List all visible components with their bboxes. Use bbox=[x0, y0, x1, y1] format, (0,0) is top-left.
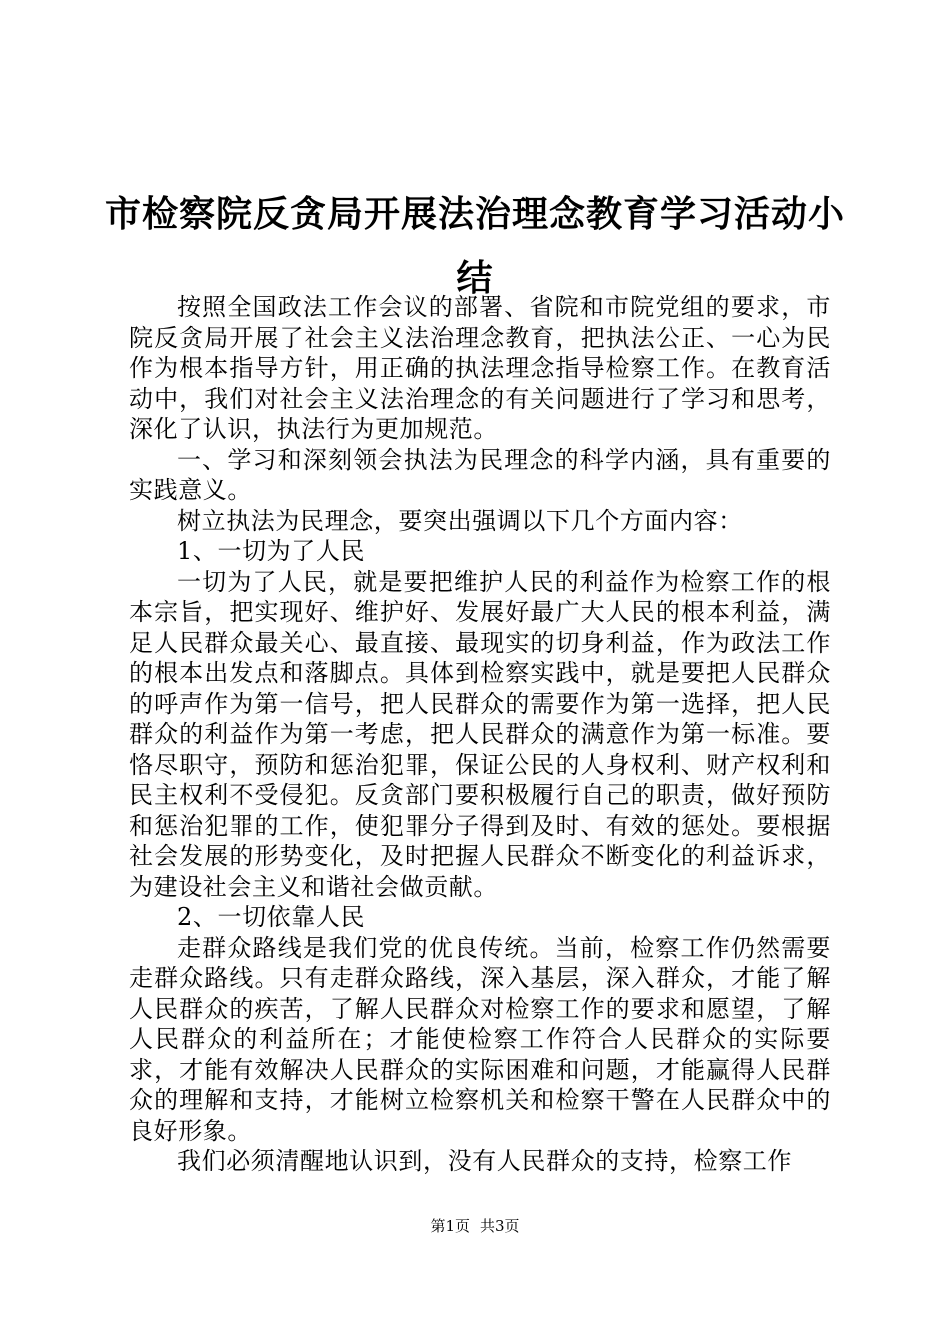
page-total: 共3页 bbox=[480, 1217, 520, 1235]
section-heading-1: 一、学习和深刻领会执法为民理念的科学内涵，具有重要的实践意义。 bbox=[129, 445, 831, 504]
paragraph-lead: 树立执法为民理念，要突出强调以下几个方面内容： bbox=[177, 506, 743, 535]
document-body bbox=[129, 292, 831, 1177]
page-footer bbox=[0, 1215, 950, 1237]
paragraph-intro: 按照全国政法工作会议的部署、省院和市院党组的要求，市院反贪局开展了社会主义法治理念教育，把执法公正、一心为民作为根本指导方针，用正确的执法理念指导检察工作。在教育活动中，我们对社会主义法治理念的有关问题进行了学习和思考，深化了认识，执法行为更加规范。 bbox=[129, 293, 831, 443]
subheading-1: 1、一切为了人民 bbox=[177, 537, 366, 565]
paragraph-for-people: 一切为了人民，就是要把维护人民的利益作为检察工作的根本宗旨，把实现好、维护好、发展好最广大人民的根本利益，满足人民群众最关心、最直接、最现实的切身利益，作为政法工作的根本出发点和落脚点。具体到检察实践中，就是要把人民群众的呼声作为第一信号，把人民群众的需要作为第一选择，把人民群众的利益作为第一考虑，把人民群众的满意作为第一标准。要恪尽职守，预防和惩治犯罪，保证公民的人身权利、财产权利和民主权利不受侵犯。反贪部门要积极履行自己的职责，做好预防和惩治犯罪的工作，使犯罪分子得到及时、有效的惩处。要根据社会发展的形势变化，及时把握人民群众不断变化的利益诉求，为建设社会主义和谐社会做贡献。 bbox=[129, 567, 831, 901]
subheading-2: 2、一切依靠人民 bbox=[177, 903, 366, 931]
page-number: 第1页 bbox=[430, 1217, 470, 1235]
paragraph-rely-on-people: 走群众路线是我们党的优良传统。当前，检察工作仍然需要走群众路线。只有走群众路线，深入基层，深入群众，才能了解人民群众的疾苦，了解人民群众对检察工作的要求和愿望，了解人民群众的利益所在；才能使检察工作符合人民群众的实际要求，才能有效解决人民群众的实际困难和问题，才能赢得人民群众的理解和支持，才能树立检察机关和检察干警在人民群众中的良好形象。 bbox=[129, 933, 831, 1145]
paragraph-continued: 我们必须清醒地认识到，没有人民群众的支持，检察工作 bbox=[177, 1147, 792, 1175]
document-title: 市检察院反贪局开展法治理念教育学习活动小结 bbox=[104, 194, 845, 299]
